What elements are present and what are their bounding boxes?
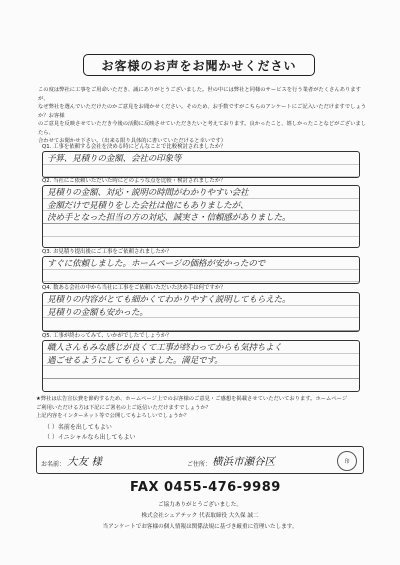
answer-box xyxy=(42,185,360,248)
seal-icon: 印 xyxy=(337,451,357,471)
question-label: Q4. 数ある会社の中から当社に工事をご依頼いただいた決め手は何ですか？ xyxy=(42,285,226,291)
name-label: お名前： xyxy=(41,461,66,468)
address-label: ご住所： xyxy=(187,461,212,468)
question-5 xyxy=(42,332,360,392)
question-label: Q1. 工事を依頼する会社を決める時にどんなことで比較検討されましたか？ xyxy=(42,144,226,150)
question-4 xyxy=(42,284,360,332)
handwritten-answer: 見積りの内容がとても細かくてわかりやすく説明してもらえた。 見積りの金額も安かった。 xyxy=(47,295,291,318)
fax-label: FAX xyxy=(130,480,159,495)
intro-text: この度は弊社に工事をご用命いただき、誠にありがとうございました。世の中には弊社と同様のサービスを行う業者がたくさんありますが、 なぜ弊社を選んでいただけたのかご意見をお聞かせください。そのため、お手数ですがこちらのアンケートにご記入いただけますでしょうか？お客様 のご意見を反映させていただき今後の活動に反映させていただきたいと考えております。良かったこと、嬉しかったことなどがございましたら、 合わせてお聞かせ下さい。（出来る限り具体的に書いていただけると幸いです） xyxy=(38,87,367,144)
answer-box xyxy=(42,151,360,178)
publication-note: ★弊社は広告宣伝費を節約するため、ホームページ上でのお客様のご意見・ご感想を掲載させていただいております。ホームページ ご利用いただける方は下記にご署名の上ご返信いただけますでしょうか？ 上記内容をインターネット等で公開してもよろしいでしょうか？ xyxy=(36,396,348,419)
name-value: 大友 様 xyxy=(67,456,102,468)
company-signature: 株式会社シェアテック 代表取締役 大久保 誠二 xyxy=(141,513,259,519)
handwritten-answer: 予算、見積りの金額、会社の印象等 xyxy=(47,154,182,164)
question-label: Q5. 工事が終わってみて、いかがでしたでしょうか？ xyxy=(42,333,172,339)
handwritten-answer: すぐに依頼しました。ホームページの価格が安かったので xyxy=(47,259,266,269)
page-title: お客様のお声をお聞かせください xyxy=(83,54,315,76)
signature-row xyxy=(36,446,364,474)
question-1 xyxy=(42,143,360,178)
question-label: Q2. 当社にご依頼いただいた時にどのような点を比較・検討されましたか？ xyxy=(42,178,226,184)
consent-option-initials[interactable]: （ ）イニシャルなら出してもよい xyxy=(44,434,136,441)
question-label: Q3. お見積り提出後にご工事をご依頼されましたか？ xyxy=(42,249,172,255)
fax-line xyxy=(130,480,281,495)
answer-box xyxy=(42,340,360,392)
answer-box xyxy=(42,292,360,332)
privacy-note: 当アンケートでお客様の個人情報は関係法規に基づき厳重に管理いたします。 xyxy=(102,524,298,530)
handwritten-answer: 職人さんもみな感じが良くて工事が終わってからも気持ちよく 過ごせるようにしてもらいました。満足です。 xyxy=(47,343,282,366)
address-value: 横浜市瀬谷区 xyxy=(212,456,275,468)
question-3 xyxy=(42,248,360,284)
fax-number: 0455-476-9989 xyxy=(164,480,281,495)
consent-option-name[interactable]: （ ）名前を出してもよい xyxy=(44,424,112,431)
closing-thanks: ご協力ありがとうございました。 xyxy=(158,502,242,508)
handwritten-answer: 見積りの金額、対応・説明の時間がわかりやすい会社 金額だけで見積りをした会社は他にもありましたが、 決め手となった担当の方の対応、誠実さ・信頼感がありました。 xyxy=(47,188,291,224)
question-2 xyxy=(42,177,360,248)
answer-box xyxy=(42,256,360,284)
